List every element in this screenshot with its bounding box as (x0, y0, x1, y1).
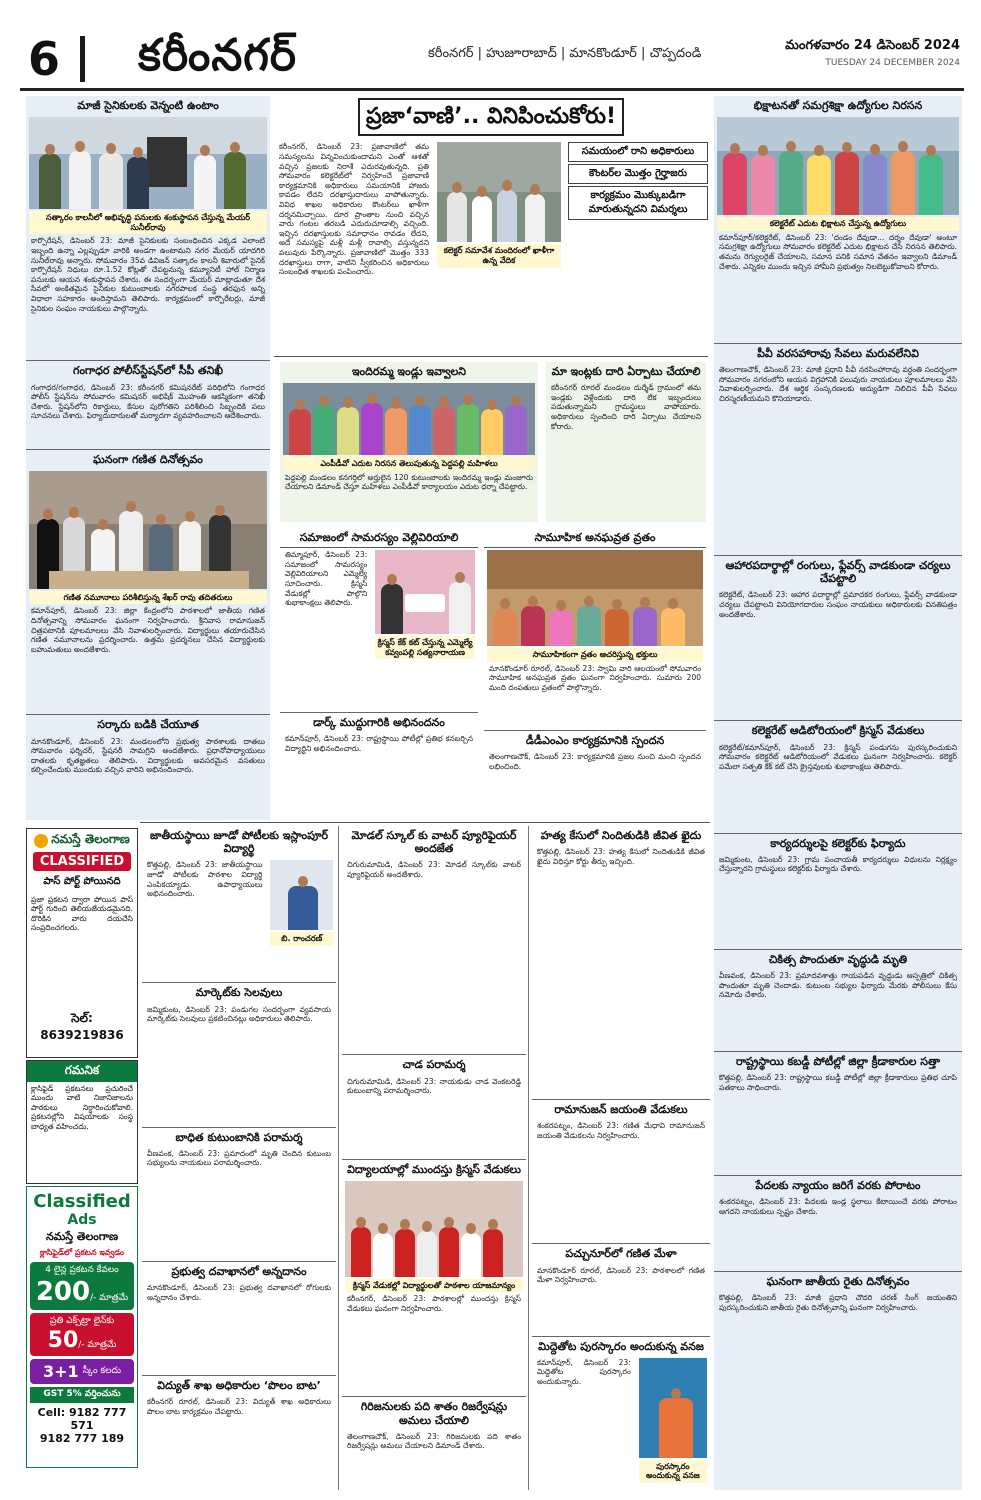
story-body: చిగురుమామిడి, డిసెంబర్ 23: మోడల్ స్కూల్‌కు వాటర్ ప్యూరిఫైయర్ అందజేశారు. (347, 860, 521, 879)
classified-badge: CLASSIFIED (33, 852, 131, 871)
date-english: TUESDAY 24 DECEMBER 2024 (825, 58, 960, 68)
column-divider (338, 826, 339, 1490)
lower-column-c (532, 826, 710, 1490)
photo-caption: పురస్కారం అందుకున్న వనజ (639, 1460, 707, 1483)
story-body: పెద్దపల్లి మండలం కనగర్తిలో అర్హులైన 120 కుటుంబాలకు ఇందిరమ్మ ఇండ్లు మంజూరు చేయాలని డిమాండ్ చేస్తూ మహిళలు ఎంపీడీవో కార్యాలయం ఎదుట ధర్నా చేపట్టారు. (285, 472, 533, 492)
story-body: కలెక్టరేట్/కమాన్‌పూర్, డిసెంబర్ 23: క్రిస్మస్ పండుగను పురస్కరించుకుని సోమవారం కలెక్టరేట్ ఆడిటోరియంలో వేడుకలు ఘనంగా నిర్వహించారు. కలెక్టర్ పమేలా సత్పతి కేక్ కట్ చేసి క్రైస్తవులకు శుభాకాంక్షలు తెలిపారు. (719, 742, 957, 771)
portrait-photo (270, 860, 333, 930)
ads-line: క్లాసిఫైడ్‌లో ప్రకటన ఇవ్వడం (39, 1248, 124, 1257)
section-divider (140, 822, 710, 823)
story-body: తెలంగాణచౌక్, డిసెంబర్ 23: గిరిజనులకు పది శాతం రిజర్వేషన్లు అమలు చేయాలని డిమాండ్ చేశారు. (347, 1431, 521, 1451)
story-title: ఘనంగా గణిత దినోత్సవం (26, 449, 270, 469)
story-body: కొత్తపల్లి, డిసెంబర్ 23: మాజీ ప్రధాని చౌదరి చరణ్ సింగ్ జయంతిని పురస్కరించుకుని జాతీయ రైతు దినోత్సవాన్ని ఘనంగా నిర్వహించారు. (719, 1293, 957, 1313)
news-photo (717, 117, 959, 215)
lead-photo (437, 142, 561, 242)
masthead (20, 26, 964, 91)
story-vratam (484, 528, 706, 818)
story-body: కొత్తపల్లి, డిసెంబర్ 23: హత్య కేసులో నిందితుడికి జీవిత ఖైదు విధిస్తూ కోర్టు తీర్పు ఇచ్చింది. (537, 847, 705, 866)
photo-caption: క్రిస్మస్ కేక్ కట్ చేస్తున్న ఎమ్మెల్యే కవ్వంపల్లి సత్యనారాయణ (375, 636, 475, 659)
story-body: జమ్మికుంట, డిసెంబర్ 23: గ్రామ పంచాయతీ కార్యదర్శులు విధులను నిర్లక్ష్యం చేస్తున్నారని గ్రామస్థులు కలెక్టర్‌కు ఫిర్యాదు చేశారు. (719, 854, 957, 874)
story-title: ఇందిరమ్మ ఇండ్లు ఇవ్వాలని (351, 365, 467, 378)
story-title: సమాజంలో సామరస్యం వెల్లివిరియాలి (280, 528, 478, 548)
story-body: మానకొండూర్, డిసెంబర్ 23: ప్రభుత్వ దవాఖానలో రోగులకు అన్నదానం చేశారు. (147, 1282, 331, 1302)
story-road (546, 362, 706, 522)
story-body: తెలంగాణచౌక్, డిసెంబర్ 23: కార్యక్రమానికి ప్రజల నుంచి మంచి స్పందన లభించింది. (489, 751, 701, 771)
story-body: మానకొండూర్ రూరల్, డిసెంబర్ 23: పాఠశాలలో గణిత మేళా నిర్వహించారు. (537, 1265, 705, 1285)
classified-gamanika (26, 1060, 138, 1184)
story-body: కార్పొరేషన్, డిసెంబర్ 23: మాజీ సైనికులకు సంబంధించిన ఎక్కడ ఎలాంటి ఇబ్బంది ఉన్నా ఎల్లప్పుడూ వారికి అండగా ఉంటామని నగర మేయర్ యాదగిరి సునీల్‌రావు అన్నారు. సోమవారం 35వ డివిజన్ సత్కారం కాలనీ శివారులో సైనిక్ కార్పొరేషన్ నిధులు రూ.1.52 కోట్లతో చేపట్టనున్న కమ్యూనిటీ హాల్ నిర్మాణ పనులకు ఆయన శంకుస్థాపన చేశారు. ఈ సందర్భంగా మేయర్ మాట్లాడుతూ దేశ సేవలో అంకితమైన సైనికుల కుటుంబాలకు నగరపాలక సంస్థ తరఫున అన్ని విధాలా సహకారం అందిస్తామని తెలిపారు. కార్యక్రమంలో కార్పొరేటర్లు, మాజీ సైనికుల సంఘం నాయకులు పాల్గొన్నారు. (31, 236, 265, 313)
photo-caption: సత్కారం కాలనీలో అభివృద్ధి పనులకు శంకుస్థాపన చేస్తున్న మేయర్ సునీల్‌రావు (29, 211, 267, 234)
lead-highlight: సమయంలో రాని అధికారులు (568, 142, 708, 162)
news-photo (29, 471, 267, 589)
gst-note: GST 5% వర్తించును (30, 1387, 134, 1403)
story-title: ఆహారపదార్థాల్లో రంగులు, ఫ్లేవర్స్ వాడకుండా చర్యలు చేపట్టాలి (714, 555, 962, 588)
story-body: కమాన్‌పూర్, డిసెంబర్ 23: రాష్ట్రస్థాయి పోటీల్లో ప్రతిభ కనబర్చిన విద్యార్థిని అభినందించారు. (285, 734, 473, 753)
offer-box (30, 1359, 134, 1384)
lead-highlights (568, 142, 708, 220)
story-title: విద్యాలయాల్లో ముందస్తు క్రిస్మస్ వేడుకలు (342, 1159, 526, 1179)
date-telugu: మంగళవారం 24 డిసెంబర్ 2024 (785, 38, 960, 53)
lead-body: కరీంనగర్, డిసెంబర్ 23: ప్రజావాణిలో తమ సమస్యలను విన్నవించుకుందామని ఎంతో ఆశతో వచ్చిన ప్రజలకు నిరాశే ఎదురవుతున్నది. ప్రతి సోమవారం కలెక్టరేట్‌లో నిర్వహించే ప్రజావాణి కార్యక్రమానికి అధికారులు సమయానికి హాజరు కావడం లేదని దరఖాస్తుదారులు వాపోతున్నారు. వివిధ శాఖల అధికారుల కౌంటర్‌లు ఖాళీగా దర్శనమిచ్చాయి. దూర ప్రాంతాల నుంచి వచ్చిన వారు గంటల తరబడి ఎదురుచూడాల్సి వచ్చింది. ఇచ్చిన దరఖాస్తులకు సమాధానం రావడం లేదని, అదే సమస్యపై మళ్లీ మళ్లీ రావాల్సి వస్తున్నదని పలువురు పేర్కొన్నారు. ప్రజావాణిలో మొత్తం 333 దరఖాస్తులు రాగా, వాటిని స్వీకరించిన అధికారులు సంబంధిత శాఖలకు పంపించారు. (279, 142, 429, 277)
story-title: విద్యుత్ శాఖ అధికారుల ‘పొలం బాట’ (142, 1375, 336, 1395)
gamanika-title: గమనిక (27, 1061, 137, 1082)
left-stories (26, 96, 270, 820)
story-title: మార్కెట్‌కు సెలవులు (142, 982, 336, 1002)
price-value: 200 (35, 1277, 91, 1307)
classified-ads-promo (26, 1186, 138, 1468)
news-photo (283, 383, 535, 455)
story-title: ప్రభుత్వ దవాఖానలో అన్నదానం (142, 1261, 336, 1281)
lead-highlight: కార్యక్రమం మొక్కుబడిగా మారుతున్నదని విమర్శలు (568, 186, 708, 220)
photo-caption: గణిత నమూనాలు పరిశీలిస్తున్న శేఖర్ రావు తదితరులు (29, 591, 267, 605)
story-body: కరీంనగర్ రూరల్, డిసెంబర్ 23: విద్యుత్ శాఖ అధికారులు పొలం బాట కార్యక్రమం చేపట్టారు. (147, 1397, 331, 1416)
story-title: బాధిత కుటుంబానికి పరామర్శ (142, 1127, 336, 1147)
ads-brand: నమస్తే తెలంగాణ (45, 1230, 119, 1243)
photo-caption: క్రిస్మస్ వేడుకల్లో విద్యార్థులతో పాఠశాల యాజమాన్యం (345, 1279, 523, 1293)
story-title: చికిత్స పొందుతూ వృద్ధుడి మృతి (714, 949, 962, 969)
story-title: గిరిజనులకు పది శాతం రిజర్వేషన్లు అమలు చేయాలి (342, 1396, 526, 1429)
offer-label: స్కీం కలదు (82, 1365, 121, 1376)
story-title: జాతీయస్థాయి జూడో పోటీలకు ఇస్లాంపూర్ విద్యార్థి (149, 829, 329, 856)
masthead-divider (80, 36, 85, 82)
photo-caption: సామూహికంగా వ్రతం ఆచరిస్తున్న భక్తులు (487, 648, 703, 662)
section-divider (274, 356, 708, 357)
notice-phone: సెల్: 8639219836 (40, 1011, 124, 1042)
column-divider (528, 826, 529, 1490)
cell-number: Cell: 9182 777 571 (37, 1406, 127, 1432)
story-body: కరీంనగర్ రూరల్ మండలం దుర్శేడ్ గ్రామంలో తమ ఇండ్లకు వెళ్లేందుకు దారి లేక ఇబ్బందులు పడుతున్నామని గ్రామస్థులు వాపోయారు. అధికారులు స్పందించి దారి ఏర్పాటు చేయాలని కోరారు. (551, 383, 701, 431)
story-body: కమాన్‌పూర్, డిసెంబర్ 23: జిల్లా కేంద్రంలోని పాఠశాలలో జాతీయ గణిత దినోత్సవాన్ని సోమవారం ఘనంగా నిర్వహించారు. శ్రీనివాస రామానుజన్ చిత్రపటానికి పూలమాలలు వేసి నివాళులర్పించారు. విద్యార్థులు తయారుచేసిన గణిత నమూనాలను ప్రదర్శించారు. ఉత్తమ ప్రదర్శనలు చేసిన విద్యార్థులకు బహుమతులు అందజేశారు. (31, 606, 265, 654)
story-body: మానకొండూర్, డిసెంబర్ 23: మండలంలోని ప్రభుత్వ పాఠశాలకు దాతలు సోమవారం ఫర్నిచర్, స్టేషనరీ సామగ్రిని అందజేశారు. ప్రధానోపాధ్యాయులు దాతలకు కృతజ్ఞతలు తెలిపారు. విద్యార్థులకు అవసరమైన వసతులు కల్పించేందుకు ముందుకు వచ్చిన వారిని అభినందించారు. (31, 736, 265, 775)
news-photo (29, 117, 267, 209)
logo-icon (34, 834, 48, 848)
story-title: గంగాధర పోలీస్‌స్టేషన్‌లో సీపీ తనిఖీ (26, 360, 270, 380)
story-body: చిగురుమామిడి, డిసెంబర్ 23: నాయకుడు చాడ వెంకటరెడ్డి కుటుంబాన్ని పరామర్శించారు. (347, 1076, 521, 1096)
cell-number-alt: 9182 777 189 (39, 1432, 125, 1445)
edition-title: కరీంనగర్ (138, 30, 297, 81)
page-number: 6 (28, 32, 61, 86)
ads-title: Classified (33, 1191, 131, 1212)
story-body: శంకరపట్నం, డిసెంబర్ 23: పేదలకు ఇండ్ల స్థలాలు కేటాయించే వరకు పోరాటం ఆగదని నాయకులు స్పష్టం చేశారు. (719, 1197, 957, 1216)
notice-body: ప్రజా ప్రకటన ద్వారా పోయిన పాస్ పోర్ట్ గురించి తెలియజేయడమైనది. దొరికిన వారు దయచేసి సంప్రదించగలరు. (31, 895, 133, 933)
story-body: శంకరపట్నం, డిసెంబర్ 23: గణిత మేధావి రామానుజన్ జయంతి వేడుకలను నిర్వహించారు. (537, 1121, 705, 1140)
gamanika-body: క్లాసిఫైడ్ ప్రకటనలు ప్రచురించే ముందు వాటి నిజానిజాలను పాఠకులు నిర్ధారించుకోవాలి. ప్రకటనల్లోని విషయాలకు సంస్థ బాధ్యత వహించదు. (31, 1084, 133, 1131)
story-title: మాజీ సైనికులకు వెన్నంటి ఉంటాం (77, 99, 219, 112)
story-title: హత్య కేసులో నిందితుడికి జీవిత ఖైదు (540, 829, 702, 842)
story-title: పేదలకు న్యాయం జరిగే వరకు పోరాటం (714, 1175, 962, 1195)
price-box-4-lines (30, 1262, 134, 1310)
story-title: మిద్దెతోట పురస్కారం అందుకున్న వనజ (532, 1336, 710, 1356)
story-body: తిమ్మాపూర్, డిసెంబర్ 23: సమాజంలో సామరస్యం వెల్లివిరియాలని ఎమ్మెల్యే సూచించారు. క్రిస్మస్ వేడుకల్లో పాల్గొని శుభాకాంక్షలు తెలిపారు. (285, 550, 368, 608)
story-title: డార్క్ ముద్దుగారికి అభినందనం (280, 712, 478, 732)
story-body: జమ్మికుంట, డిసెంబర్ 23: పండుగల సందర్భంగా వ్యవసాయ మార్కెట్‌కు సెలవులు ప్రకటించినట్లు అధికారులు తెలిపారు. (147, 1004, 331, 1024)
offer-value: 3+1 (43, 1362, 79, 1381)
price-label: 4 లైన్ల ప్రకటన కేవలం (45, 1265, 119, 1275)
news-photo (375, 550, 475, 634)
portrait-photo (639, 1358, 707, 1458)
story-body: కొత్తపల్లి, డిసెంబర్ 23: రాష్ట్రస్థాయి కబడ్డీ పోటీల్లో జిల్లా క్రీడాకారులు ప్రతిభ చూపి పతకాలు సాధించారు. (719, 1073, 957, 1092)
price-value: 50 (47, 1328, 79, 1353)
edition-places: కరీంనగర్ | హుజూరాబాద్ | మానకొండూర్ | చొప్పదండి (428, 46, 702, 61)
story-title: చాడ పరామర్శ (342, 1054, 526, 1074)
story-title: రాష్ట్రస్థాయి కబడ్డీ పోటీల్లో జిల్లా క్రీడాకారుల సత్తా (714, 1051, 962, 1071)
story-indiramma (280, 362, 538, 522)
photo-caption: ఎంపీడీవో ఎదుట నిరసన తెలుపుతున్న పెద్దపల్లి మహిళలు (283, 457, 535, 471)
right-stories (714, 96, 962, 1490)
news-photo (345, 1181, 523, 1277)
lead-story (274, 96, 708, 354)
story-title: సామూహిక అనఘవ్రత వ్రతం (484, 528, 706, 548)
ads-subtitle: Ads (67, 1212, 97, 1228)
story-body: కరీంనగర్, డిసెంబర్ 23: పాఠశాలల్లో ముందస్తు క్రిస్మస్ వేడుకలు ఘనంగా నిర్వహించారు. (347, 1294, 521, 1313)
classified-brand: నమస్తే తెలంగాణ (51, 832, 130, 846)
story-body: మానకొండూర్ రూరల్, డిసెంబర్ 23: స్వామి వారి ఆలయంలో సోమవారం సామూహిక అనఘవ్రత వ్రతం ఘనంగా నిర్వహించారు. సుమారు 200 మంది దంపతులు వ్రతంలో పాల్గొన్నారు. (489, 663, 701, 692)
lower-column-b (342, 826, 526, 1490)
price-box-extra-line (30, 1313, 134, 1356)
story-body: గంగాధర/గంగాధర, డిసెంబర్ 23: కరీంనగర్ కమిషనరేట్ పరిధిలోని గంగాధర పోలీస్ స్టేషన్‌ను సోమవారం కమిషనర్ అభిషేక్ మొహంతి ఆకస్మికంగా తనిఖీ చేశారు. స్టేషన్‌లోని రికార్డులు, కేసుల పురోగతిని పరిశీలించి సిబ్బందికి పలు సూచనలు చేశారు. ఫిర్యాదుదారులతో మర్యాదగా వ్యవహరించాలని ఆదేశించారు. (31, 382, 265, 421)
story-body: కలెక్టరేట్, డిసెంబర్ 23: ఆహార పదార్థాల్లో ప్రమాదకర రంగులు, ఫ్లేవర్స్ వాడకుండా చర్యలు చేపట్టాలని వినియోగదారుల సంఘం నాయకులు అధికారులకు వినతిపత్రం అందజేశారు. (719, 590, 957, 619)
lead-highlight: కౌంటర్‌ల మొత్తం గైర్హాజరు (568, 164, 708, 184)
story-title: మా ఇంట్లకు దారి ఏర్పాటు చేయాలి (551, 365, 701, 378)
price-label: ప్రతి ఎక్స్‌ట్రా లైన్‌కు (49, 1316, 115, 1326)
classified-ad-passport (26, 828, 138, 1058)
news-photo (487, 550, 703, 646)
story-title: కలెక్టరేట్ ఆడిటోరియంలో క్రిస్మస్ వేడుకలు (714, 720, 962, 740)
story-title: కార్యదర్శులపై కలెక్టర్‌కు ఫిర్యాదు (714, 833, 962, 853)
story-title: ఘనంగా జాతీయ రైతు దినోత్సవం (714, 1271, 962, 1291)
story-body: తెలంగాణచౌక్, డిసెంబర్ 23: మాజీ ప్రధాని పీవీ నరసింహారావు వర్ధంతి సందర్భంగా సోమవారం నగరంలోని ఆయన విగ్రహానికి పలువురు నాయకులు పూలమాలలు వేసి నివాళులర్పించారు. దేశ ఆర్థిక సంస్కరణలకు ఆద్యుడిగా నిలిచిన పీవీ సేవలు చిరస్మరణీయమని కొనియాడారు. (719, 364, 957, 403)
story-title: పీవీ వరసహారావు సేవలు మరువలేనివి (714, 343, 962, 363)
story-body: కమాన్‌పూర్, డిసెంబర్ 23: మిద్దెతోట పురస్కారం అందుకున్నారు. (537, 1357, 631, 1386)
story-title: భిక్షాటనతో సమగ్రశిక్షా ఉద్యోగుల నిరసన (753, 99, 923, 112)
notice-title: పాస్ పోర్ట్ పోయినది (43, 876, 121, 887)
story-body: కమాన్‌పూర్/కలెక్టరేట్, డిసెంబర్ 23: 'దండం దేవుడా... దర్శం దేవుడా' అంటూ సమగ్రశిక్షా ఉద్యోగులు సోమవారం కలెక్టరేట్ ఎదుట భిక్షాటన చేసి నిరసన తెలిపారు. తమను రెగ్యులరైజ్ చేయాలని, సమాన పనికి సమాన వేతనం ఇవ్వాలని డిమాండ్ చేశారు. ఎన్నికల ముందు ఇచ్చిన హామీని ప్రభుత్వం నిలబెట్టుకోవాలని కోరారు. (719, 232, 957, 271)
story-body: వీణవంక, డిసెంబర్ 23: ప్రమాదవశాత్తు గాయపడిన వృద్ధుడు ఆస్పత్రిలో చికిత్స పొందుతూ మృతి చెందాడు. కుటుంబ సభ్యుల ఫిర్యాదు మేరకు పోలీసులు కేసు నమోదు చేశారు. (719, 970, 957, 1000)
story-title: సర్కారు బడికి చేయూత (26, 714, 270, 734)
lead-photo-caption: కలెక్టర్ సమావేశ మందిరంలో ఖాళీగా ఉన్న వేదిక (437, 244, 561, 267)
story-samajam (280, 528, 478, 818)
lead-headline: ప్రజా‘వాణి’.. వినిపించుకోరు! (358, 98, 624, 136)
price-unit: /- మాత్రమే (78, 1340, 117, 1350)
photo-caption: బి. రాంచరణ్ (270, 932, 333, 946)
story-title: రామానుజన్ జయంతి వేడుకలు (532, 1099, 710, 1119)
photo-caption: కలెక్టరేట్ ఎదుట భిక్షాటన చేస్తున్న ఉద్యోగులు (717, 217, 959, 231)
story-title: డీడీఎంఎం కార్యక్రమానికి స్పందన (484, 730, 706, 750)
story-body: కొత్తపల్లి, డిసెంబర్ 23: జాతీయస్థాయి జూడో పోటీలకు పాఠశాల విద్యార్థి ఎంపికయ్యాడు. ఉపాధ్యాయులు అభినందించారు. (147, 860, 263, 899)
story-title: మోడల్ స్కూల్ కు వాటర్ ప్యూరిఫైయర్ అందజేత (351, 829, 517, 856)
lower-column-a (142, 826, 336, 1490)
story-body: వీణవంక, డిసెంబర్ 23: ప్రమాదంలో మృతి చెందిన కుటుంబ సభ్యులను నాయకులు పరామర్శించారు. (147, 1148, 331, 1168)
story-title: పచ్చునూర్‌లో గణిత మేళా (532, 1243, 710, 1263)
price-unit: /- మాత్రమే (90, 1293, 129, 1303)
